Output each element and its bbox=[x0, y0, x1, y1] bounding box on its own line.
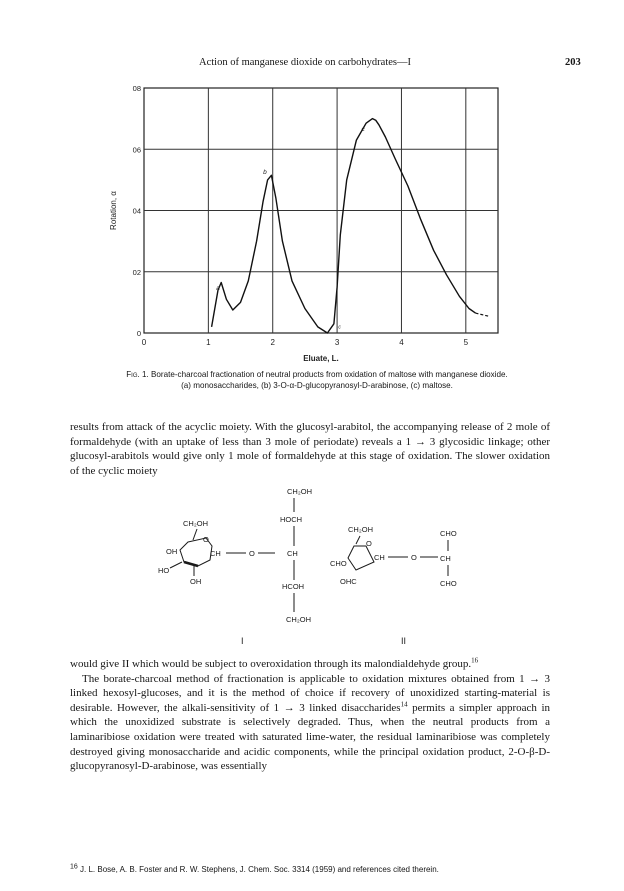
compound-numeral-II: II bbox=[401, 636, 407, 646]
y-tick-label: 06 bbox=[132, 145, 141, 155]
atom-label: CH bbox=[210, 549, 221, 558]
x-tick-label: 1 bbox=[206, 338, 211, 347]
series-tail bbox=[475, 313, 488, 316]
reference-mark: 16 bbox=[471, 656, 479, 665]
paragraph-text: would give II which would be subject to overoxidation through its malondialdehyde group. bbox=[70, 658, 472, 670]
atom-label: CH₂OH bbox=[286, 615, 311, 624]
peak-label: c bbox=[361, 125, 365, 133]
bond-line bbox=[356, 536, 360, 544]
atom-label: HO bbox=[158, 566, 170, 575]
peak-label: b bbox=[263, 168, 267, 176]
ring-oxygen: O bbox=[203, 535, 209, 544]
atom-label: CHO bbox=[440, 529, 457, 538]
atom-label: CHO bbox=[440, 579, 457, 588]
y-tick-label: 0 bbox=[136, 329, 141, 338]
caption-subtext: (a) monosaccharides, (b) 3-O-α-D-glucopyranosyl-D-arabinose, (c) maltose. bbox=[181, 381, 453, 390]
y-tick-label: 08 bbox=[132, 84, 141, 93]
footnote-ref: 16 bbox=[70, 863, 78, 871]
x-tick-label: 5 bbox=[463, 338, 469, 347]
atom-label: CH bbox=[287, 549, 298, 558]
open-ring-fragment bbox=[348, 546, 374, 570]
footnote-text: J. L. Bose, A. B. Foster and R. W. Stephens, J. Chem. Soc. 3314 (1959) and references cited therein. bbox=[77, 865, 439, 874]
atom-label: OHC bbox=[340, 577, 357, 586]
y-tick-label: 02 bbox=[132, 267, 141, 277]
running-header bbox=[0, 57, 624, 75]
x-tick-label: 4 bbox=[399, 338, 404, 347]
atom-label: CH₂OH bbox=[348, 525, 373, 534]
atom-label: OH bbox=[190, 577, 202, 586]
y-axis-label: Rotation, α bbox=[109, 191, 118, 230]
bond-line bbox=[170, 562, 182, 568]
chemical-structures bbox=[70, 480, 550, 652]
atom-label: HCOH bbox=[282, 582, 305, 591]
atom-label: HOCH bbox=[280, 515, 303, 524]
peak-label: a bbox=[216, 285, 220, 293]
y-tick-label: 04 bbox=[132, 206, 141, 216]
peak-label: c bbox=[338, 324, 341, 331]
body-paragraph-1 bbox=[70, 420, 550, 478]
atom-label: CH bbox=[374, 553, 385, 562]
structures-svg bbox=[70, 480, 550, 652]
ether-oxygen: O bbox=[249, 549, 255, 558]
x-tick-label: 2 bbox=[270, 338, 275, 347]
bond-line bbox=[184, 562, 198, 566]
ring-oxygen: O bbox=[366, 539, 372, 548]
ether-oxygen: O bbox=[411, 553, 417, 562]
atom-label: CHO bbox=[330, 559, 347, 568]
caption-label: Fig. 1. bbox=[126, 370, 149, 379]
compound-numeral-I: I bbox=[241, 636, 244, 646]
atom-label: CH bbox=[440, 554, 451, 563]
bond-line bbox=[193, 529, 197, 540]
body-paragraph-2 bbox=[70, 657, 550, 774]
reference-mark: 14 bbox=[400, 700, 408, 709]
figure-chart bbox=[96, 78, 536, 368]
paragraph-text: permits a simpler approach in which the unoxidized substrate is selectively degraded. Thus, when the neutral products from a laminaribiose oxidation were treated with saturated lime-water, the residual laminaribiose was completely destroyed giving monosaccharide and acidic components, while the principal oxidation product, 2-O-β-D-glucopyranosyl-D-arabinose, was essentially bbox=[70, 701, 550, 773]
series-line bbox=[212, 119, 476, 333]
atom-label: OH bbox=[166, 547, 178, 556]
page-number: 203 bbox=[565, 57, 581, 68]
caption-text: Borate-charcoal fractionation of neutral products from oxidation of maltose with manganese dioxide. bbox=[151, 370, 508, 379]
paragraph-text: results from attack of the acyclic moiety. With the glucosyl-arabitol, the accompanying release of 2 mole of formaldehyde (with an uptake of less than 3 mole of periodate) reveals a 1 → 3 glycosidic linkage; other glucosyl-arabitols would give only 1 mole of formaldehyde at this stage of oxidation. The slower oxidation of the cyclic moiety bbox=[70, 421, 550, 477]
x-axis-label: Eluate, L. bbox=[303, 354, 339, 363]
x-tick-label: 3 bbox=[334, 338, 340, 347]
atom-label: CH₂OH bbox=[183, 519, 208, 528]
running-title: Action of manganese dioxide on carbohydrates—I bbox=[199, 57, 411, 68]
x-tick-label: 0 bbox=[141, 338, 147, 347]
paragraph-text: The borate-charcoal method of fractionation is applicable to oxidation mixtures obtained from 1 → 3 linked hexosyl-glucoses, and it is the method of choice if recovery of unoxidized starting-material is desirable. However, the alkali-sensitivity of 1 → 3 linked disaccharides bbox=[70, 672, 550, 714]
footnote bbox=[70, 865, 560, 874]
chart-svg bbox=[96, 78, 536, 368]
figure-caption bbox=[92, 369, 542, 391]
atom-label: CH₂OH bbox=[287, 487, 312, 496]
